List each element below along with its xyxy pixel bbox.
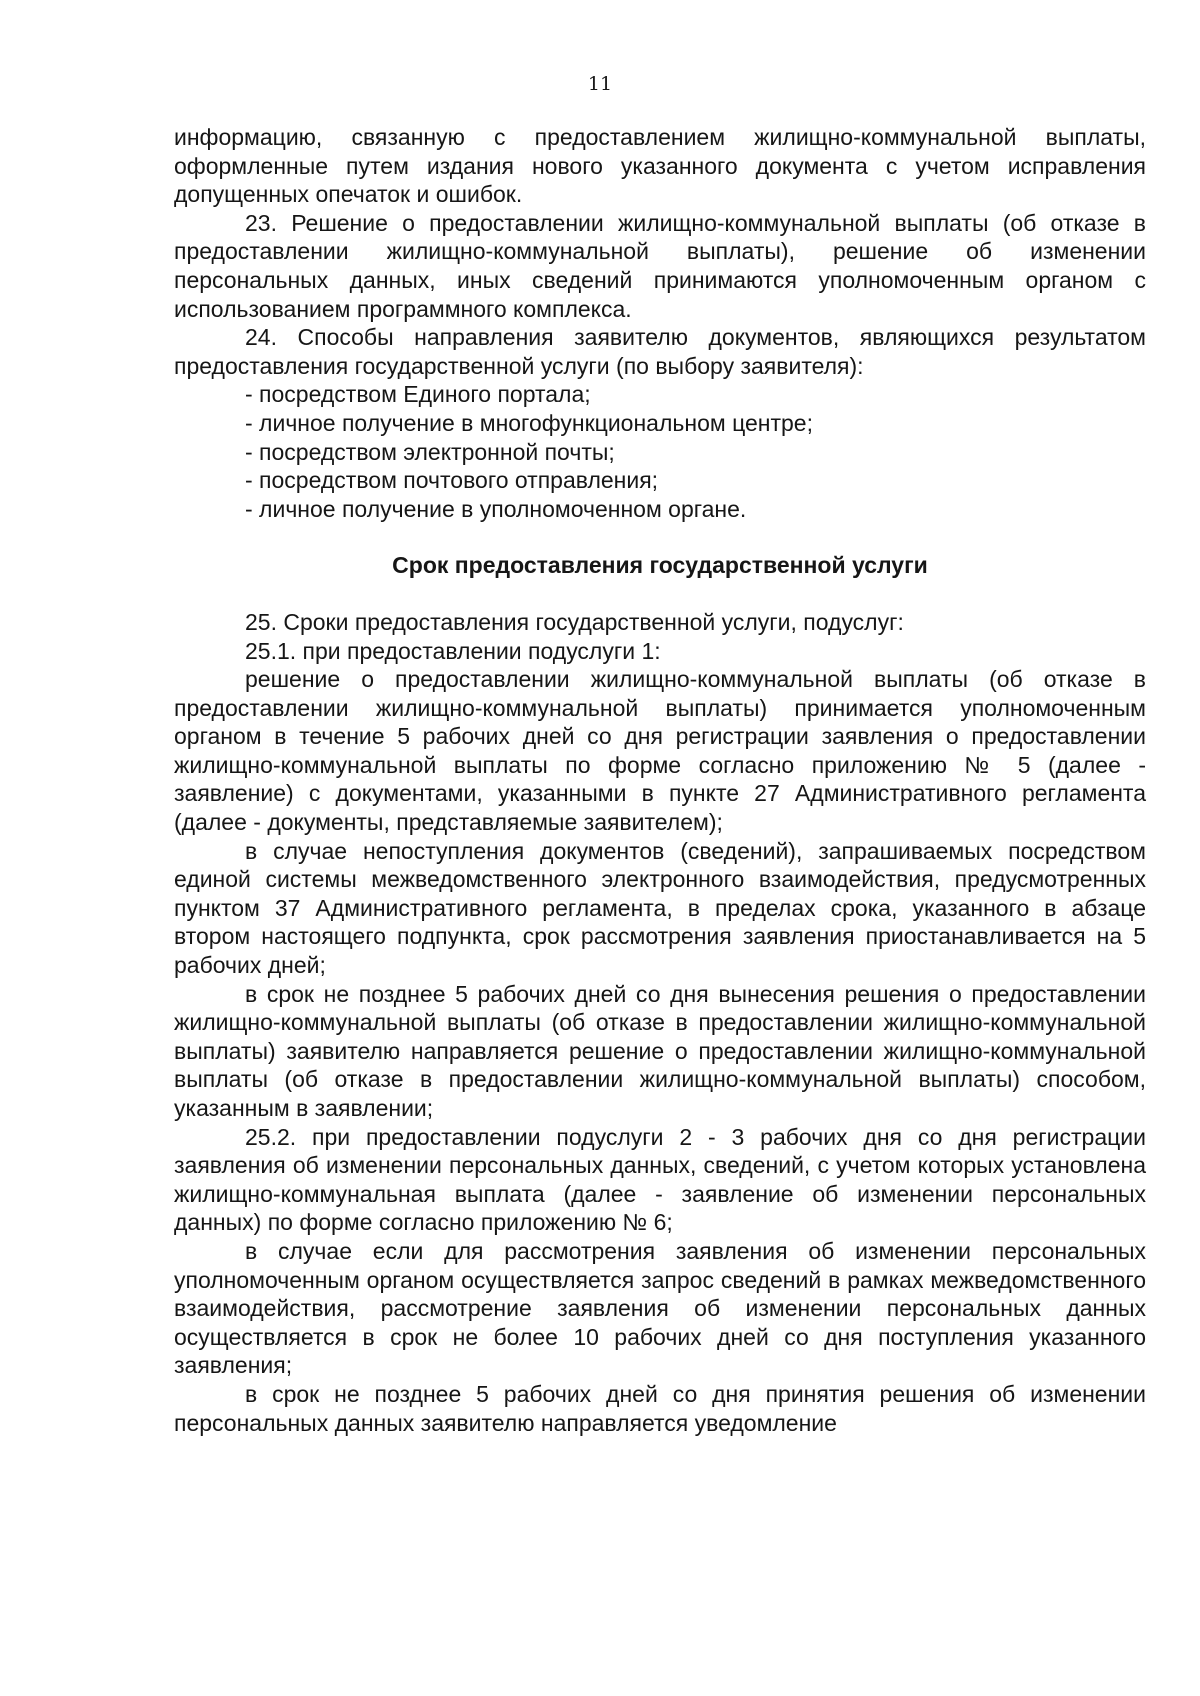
list-item: - посредством почтового отправления; <box>245 467 659 494</box>
list-item: - личное получение в многофункциональном центре; <box>245 409 813 436</box>
paragraph-decision: решение о предоставлении жилищно-коммунальной выплаты (об отказе в предоставлении жилищно-коммунальной выплаты) принимается уполномоченным органом в течение 5 рабочих дней со дня регистрации заявления о предоставлении жилищно-коммунальной выплаты по форме согласно приложению № 5 (далее - заявление) с документами, указанными в пункте 27 Административного регламента (далее - документы, представляемые заявителем); <box>174 666 1146 836</box>
paragraph-notification: в срок не позднее 5 рабочих дней со дня принятия решения об изменении персональных данных заявителю направляется уведомление <box>174 1380 1146 1436</box>
paragraph-25: 25. Сроки предоставления государственной услуги, подуслуг: <box>245 608 904 635</box>
list-item: - посредством Единого портала; <box>245 381 591 408</box>
paragraph-25-2: 25.2. при предоставлении подуслуги 2 - 3 рабочих дня со дня регистрации заявления об изменении персональных данных, сведений, с учетом которых установлена жилищно-коммунальная выплата (далее - заявление об изменении персональных данных) по форме согласно приложению № 6; <box>174 1123 1146 1236</box>
delivery-methods-list <box>174 380 1146 523</box>
paragraph-interagency: в случае если для рассмотрения заявления об изменении персональных уполномоченным органом осуществляется запрос сведений в рамках межведомственного взаимодействия, рассмотрение заявления об изменении персональных данных осуществляется в срок не более 10 рабочих дней со дня поступления указанного заявления; <box>174 1237 1146 1379</box>
list-item: - личное получение в уполномоченном органе. <box>245 495 747 522</box>
section-heading: Срок предоставления государственной услуги <box>392 552 928 579</box>
paragraph-24: 24. Способы направления заявителю документов, являющихся результатом предоставления государственной услуги (по выбору заявителя): <box>174 324 1146 379</box>
document-body <box>174 123 1146 1437</box>
paragraph-23: 23. Решение о предоставлении жилищно-коммунальной выплаты (об отказе в предоставлении жилищно-коммунальной выплаты), решение об изменении персональных данных, иных сведений принимаются уполномоченным органом с использованием программного комплекса. <box>174 209 1146 322</box>
paragraph-sending-decision: в срок не позднее 5 рабочих дней со дня вынесения решения о предоставлении жилищно-коммунальной выплаты (об отказе в предоставлении жилищно-коммунальной выплаты) заявителю направляется решение о предоставлении жилищно-коммунальной выплаты (об отказе в предоставлении жилищно-коммунальной выплаты) способом, указанным в заявлении; <box>174 980 1146 1121</box>
paragraph-suspension: в случае непоступления документов (сведений), запрашиваемых посредством единой системы межведомственного электронного взаимодействия, предусмотренных пунктом 37 Административного регламента, в пределах срока, указанного в абзаце втором настоящего подпункта, срок рассмотрения заявления приостанавливается на 5 рабочих дней; <box>174 837 1146 979</box>
list-item: - посредством электронной почты; <box>245 438 615 465</box>
paragraph-25-1: 25.1. при предоставлении подуслуги 1: <box>245 637 661 664</box>
page-number: 11 <box>587 73 613 95</box>
paragraph-continuation: информацию, связанную с предоставлением жилищно-коммунальной выплаты, оформленные путем издания нового указанного документа с учетом исправления допущенных опечаток и ошибок. <box>174 124 1146 208</box>
